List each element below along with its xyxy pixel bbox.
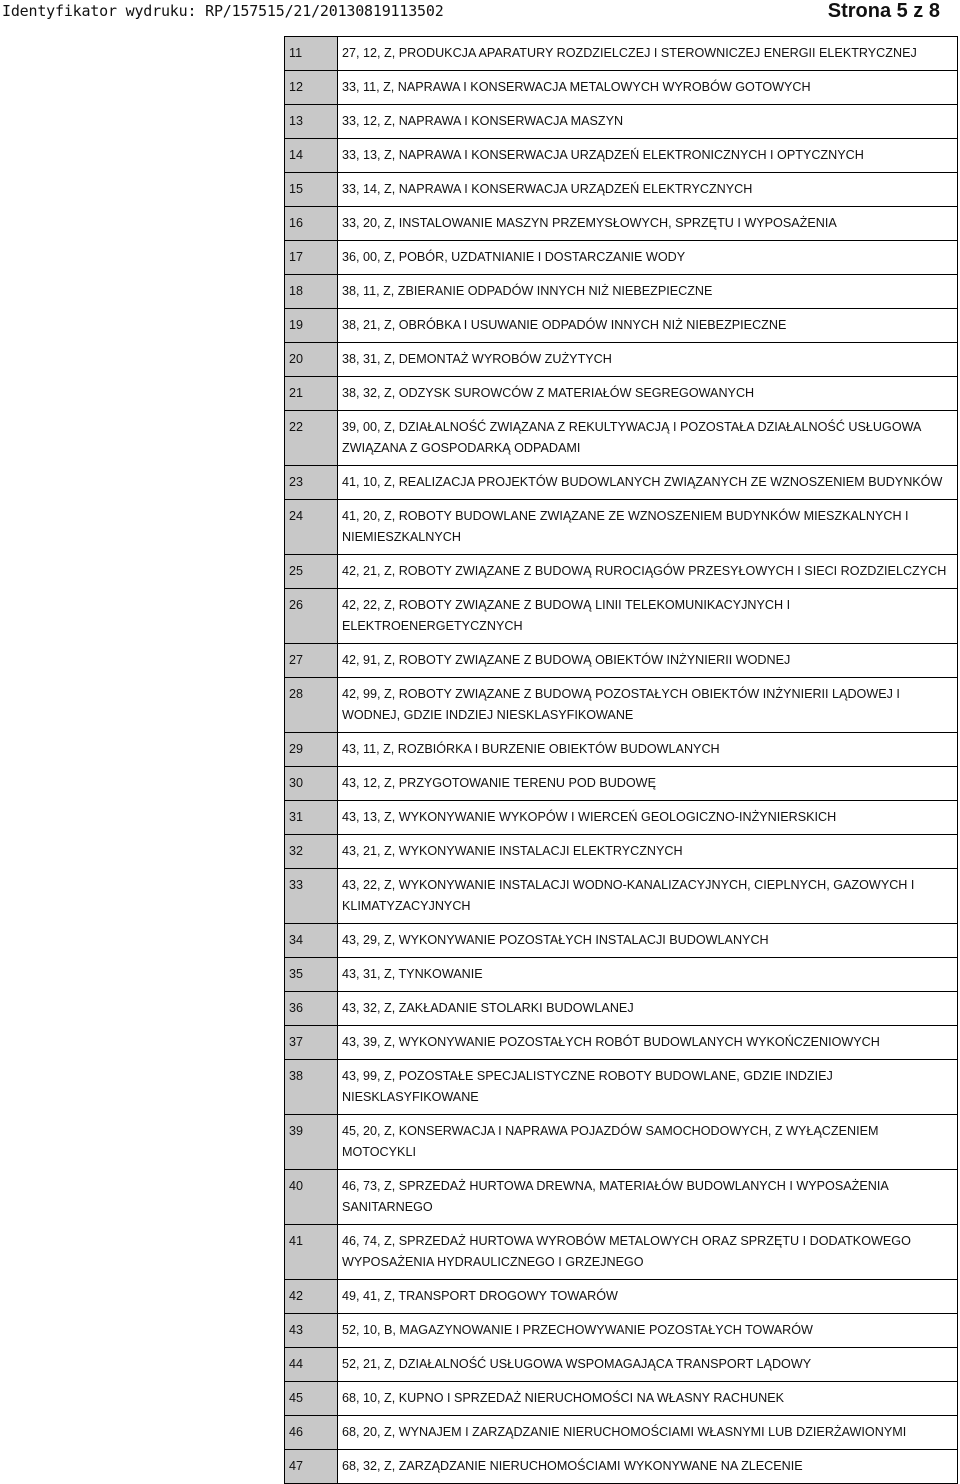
activity-description: 33, 12, Z, NAPRAWA I KONSERWACJA MASZYN bbox=[338, 105, 958, 139]
table-row bbox=[285, 992, 958, 1026]
table-row bbox=[285, 1170, 958, 1225]
row-number: 26 bbox=[285, 589, 338, 644]
activity-description: 49, 41, Z, TRANSPORT DROGOWY TOWARÓW bbox=[338, 1280, 958, 1314]
row-number: 19 bbox=[285, 309, 338, 343]
row-number: 37 bbox=[285, 1026, 338, 1060]
table-row bbox=[285, 275, 958, 309]
table-row bbox=[285, 309, 958, 343]
activity-description: 68, 10, Z, KUPNO I SPRZEDAŻ NIERUCHOMOŚCI NA WŁASNY RACHUNEK bbox=[338, 1382, 958, 1416]
activity-description: 36, 00, Z, POBÓR, UZDATNIANIE I DOSTARCZANIE WODY bbox=[338, 241, 958, 275]
row-number: 35 bbox=[285, 958, 338, 992]
activity-description: 41, 10, Z, REALIZACJA PROJEKTÓW BUDOWLANYCH ZWIĄZANYCH ZE WZNOSZENIEM BUDYNKÓW bbox=[338, 466, 958, 500]
activity-description: 43, 11, Z, ROZBIÓRKA I BURZENIE OBIEKTÓW BUDOWLANYCH bbox=[338, 733, 958, 767]
row-number: 14 bbox=[285, 139, 338, 173]
table-row bbox=[285, 71, 958, 105]
activity-description: 43, 13, Z, WYKONYWANIE WYKOPÓW I WIERCEŃ GEOLOGICZNO-INŻYNIERSKICH bbox=[338, 801, 958, 835]
row-number: 46 bbox=[285, 1416, 338, 1450]
activity-description: 38, 21, Z, OBRÓBKA I USUWANIE ODPADÓW INNYCH NIŻ NIEBEZPIECZNE bbox=[338, 309, 958, 343]
activity-description: 45, 20, Z, KONSERWACJA I NAPRAWA POJAZDÓW SAMOCHODOWYCH, Z WYŁĄCZENIEM MOTOCYKLI bbox=[338, 1115, 958, 1170]
activity-description: 42, 22, Z, ROBOTY ZWIĄZANE Z BUDOWĄ LINII TELEKOMUNIKACYJNYCH I ELEKTROENERGETYCZNYCH bbox=[338, 589, 958, 644]
activity-description: 43, 21, Z, WYKONYWANIE INSTALACJI ELEKTRYCZNYCH bbox=[338, 835, 958, 869]
table-row bbox=[285, 1060, 958, 1115]
row-number: 39 bbox=[285, 1115, 338, 1170]
table-row bbox=[285, 173, 958, 207]
table-row bbox=[285, 500, 958, 555]
row-number: 23 bbox=[285, 466, 338, 500]
activity-description: 43, 12, Z, PRZYGOTOWANIE TERENU POD BUDOWĘ bbox=[338, 767, 958, 801]
table-row bbox=[285, 466, 958, 500]
activity-description: 42, 21, Z, ROBOTY ZWIĄZANE Z BUDOWĄ RUROCIĄGÓW PRZESYŁOWYCH I SIECI ROZDZIELCZYCH bbox=[338, 555, 958, 589]
table-row bbox=[285, 241, 958, 275]
table-row bbox=[285, 1348, 958, 1382]
activity-description: 43, 39, Z, WYKONYWANIE POZOSTAŁYCH ROBÓT BUDOWLANYCH WYKOŃCZENIOWYCH bbox=[338, 1026, 958, 1060]
row-number: 12 bbox=[285, 71, 338, 105]
row-number: 31 bbox=[285, 801, 338, 835]
activity-description: 42, 91, Z, ROBOTY ZWIĄZANE Z BUDOWĄ OBIEKTÓW INŻYNIERII WODNEJ bbox=[338, 644, 958, 678]
activity-description: 33, 14, Z, NAPRAWA I KONSERWACJA URZĄDZEŃ ELEKTRYCZNYCH bbox=[338, 173, 958, 207]
table-row bbox=[285, 1416, 958, 1450]
row-number: 18 bbox=[285, 275, 338, 309]
table-row bbox=[285, 835, 958, 869]
activity-description: 46, 73, Z, SPRZEDAŻ HURTOWA DREWNA, MATERIAŁÓW BUDOWLANYCH I WYPOSAŻENIA SANITARNEGO bbox=[338, 1170, 958, 1225]
row-number: 36 bbox=[285, 992, 338, 1026]
table-row bbox=[285, 105, 958, 139]
activity-description: 43, 99, Z, POZOSTAŁE SPECJALISTYCZNE ROBOTY BUDOWLANE, GDZIE INDZIEJ NIESKLASYFIKOWANE bbox=[338, 1060, 958, 1115]
row-number: 30 bbox=[285, 767, 338, 801]
activity-description: 46, 74, Z, SPRZEDAŻ HURTOWA WYROBÓW METALOWYCH ORAZ SPRZĘTU I DODATKOWEGO WYPOSAŻENIA HYDRAULICZNEGO I GRZEJNEGO bbox=[338, 1225, 958, 1280]
table-row bbox=[285, 1450, 958, 1484]
row-number: 24 bbox=[285, 500, 338, 555]
table-row bbox=[285, 555, 958, 589]
activity-description: 68, 32, Z, ZARZĄDZANIE NIERUCHOMOŚCIAMI WYKONYWANE NA ZLECENIE bbox=[338, 1450, 958, 1484]
activity-description: 43, 29, Z, WYKONYWANIE POZOSTAŁYCH INSTALACJI BUDOWLANYCH bbox=[338, 924, 958, 958]
table-row bbox=[285, 644, 958, 678]
activity-description: 41, 20, Z, ROBOTY BUDOWLANE ZWIĄZANE ZE WZNOSZENIEM BUDYNKÓW MIESZKALNYCH I NIEMIESZKALNYCH bbox=[338, 500, 958, 555]
table-row bbox=[285, 678, 958, 733]
table-row bbox=[285, 207, 958, 241]
row-number: 29 bbox=[285, 733, 338, 767]
row-number: 16 bbox=[285, 207, 338, 241]
table-row bbox=[285, 1314, 958, 1348]
activity-description: 39, 00, Z, DZIAŁALNOŚĆ ZWIĄZANA Z REKULTYWACJĄ I POZOSTAŁA DZIAŁALNOŚĆ USŁUGOWA ZWIĄZANA Z GOSPODARKĄ ODPADAMI bbox=[338, 411, 958, 466]
activity-description: 38, 11, Z, ZBIERANIE ODPADÓW INNYCH NIŻ NIEBEZPIECZNE bbox=[338, 275, 958, 309]
table-row bbox=[285, 1280, 958, 1314]
row-number: 44 bbox=[285, 1348, 338, 1382]
table-row bbox=[285, 733, 958, 767]
table-row bbox=[285, 37, 958, 71]
row-number: 27 bbox=[285, 644, 338, 678]
table-row bbox=[285, 139, 958, 173]
activity-description: 52, 10, B, MAGAZYNOWANIE I PRZECHOWYWANIE POZOSTAŁYCH TOWARÓW bbox=[338, 1314, 958, 1348]
row-number: 25 bbox=[285, 555, 338, 589]
table-row bbox=[285, 377, 958, 411]
table-row bbox=[285, 1115, 958, 1170]
row-number: 21 bbox=[285, 377, 338, 411]
page-number: Strona 5 z 8 bbox=[827, 0, 940, 22]
activity-description: 38, 32, Z, ODZYSK SUROWCÓW Z MATERIAŁÓW SEGREGOWANYCH bbox=[338, 377, 958, 411]
row-number: 32 bbox=[285, 835, 338, 869]
activity-description: 33, 13, Z, NAPRAWA I KONSERWACJA URZĄDZEŃ ELEKTRONICZNYCH I OPTYCZNYCH bbox=[338, 139, 958, 173]
table-row bbox=[285, 1026, 958, 1060]
activity-table bbox=[284, 36, 958, 1484]
row-number: 28 bbox=[285, 678, 338, 733]
row-number: 17 bbox=[285, 241, 338, 275]
row-number: 11 bbox=[285, 37, 338, 71]
table-row bbox=[285, 869, 958, 924]
activity-description: 68, 20, Z, WYNAJEM I ZARZĄDZANIE NIERUCHOMOŚCIAMI WŁASNYMI LUB DZIERŻAWIONYMI bbox=[338, 1416, 958, 1450]
table-row bbox=[285, 343, 958, 377]
activity-description: 43, 22, Z, WYKONYWANIE INSTALACJI WODNO-KANALIZACYJNYCH, CIEPLNYCH, GAZOWYCH I KLIMATYZACYJNYCH bbox=[338, 869, 958, 924]
table-row bbox=[285, 924, 958, 958]
table-row bbox=[285, 1225, 958, 1280]
row-number: 42 bbox=[285, 1280, 338, 1314]
activity-description: 38, 31, Z, DEMONTAŻ WYROBÓW ZUŻYTYCH bbox=[338, 343, 958, 377]
row-number: 43 bbox=[285, 1314, 338, 1348]
activity-description: 33, 20, Z, INSTALOWANIE MASZYN PRZEMYSŁOWYCH, SPRZĘTU I WYPOSAŻENIA bbox=[338, 207, 958, 241]
row-number: 33 bbox=[285, 869, 338, 924]
table-row bbox=[285, 1382, 958, 1416]
row-number: 15 bbox=[285, 173, 338, 207]
row-number: 13 bbox=[285, 105, 338, 139]
table-row bbox=[285, 411, 958, 466]
print-identifier: Identyfikator wydruku: RP/157515/21/20130819113502 bbox=[2, 2, 444, 20]
row-number: 22 bbox=[285, 411, 338, 466]
row-number: 45 bbox=[285, 1382, 338, 1416]
row-number: 34 bbox=[285, 924, 338, 958]
table-row bbox=[285, 767, 958, 801]
activity-description: 27, 12, Z, PRODUKCJA APARATURY ROZDZIELCZEJ I STEROWNICZEJ ENERGII ELEKTRYCZNEJ bbox=[338, 37, 958, 71]
row-number: 38 bbox=[285, 1060, 338, 1115]
activity-description: 52, 21, Z, DZIAŁALNOŚĆ USŁUGOWA WSPOMAGAJĄCA TRANSPORT LĄDOWY bbox=[338, 1348, 958, 1382]
table-row bbox=[285, 589, 958, 644]
row-number: 41 bbox=[285, 1225, 338, 1280]
row-number: 20 bbox=[285, 343, 338, 377]
activity-description: 43, 32, Z, ZAKŁADANIE STOLARKI BUDOWLANEJ bbox=[338, 992, 958, 1026]
table-row bbox=[285, 801, 958, 835]
row-number: 40 bbox=[285, 1170, 338, 1225]
activity-description: 42, 99, Z, ROBOTY ZWIĄZANE Z BUDOWĄ POZOSTAŁYCH OBIEKTÓW INŻYNIERII LĄDOWEJ I WODNEJ, GDZIE INDZIEJ NIESKLASYFIKOWANE bbox=[338, 678, 958, 733]
table-row bbox=[285, 958, 958, 992]
activity-description: 33, 11, Z, NAPRAWA I KONSERWACJA METALOWYCH WYROBÓW GOTOWYCH bbox=[338, 71, 958, 105]
activity-description: 43, 31, Z, TYNKOWANIE bbox=[338, 958, 958, 992]
row-number: 47 bbox=[285, 1450, 338, 1484]
